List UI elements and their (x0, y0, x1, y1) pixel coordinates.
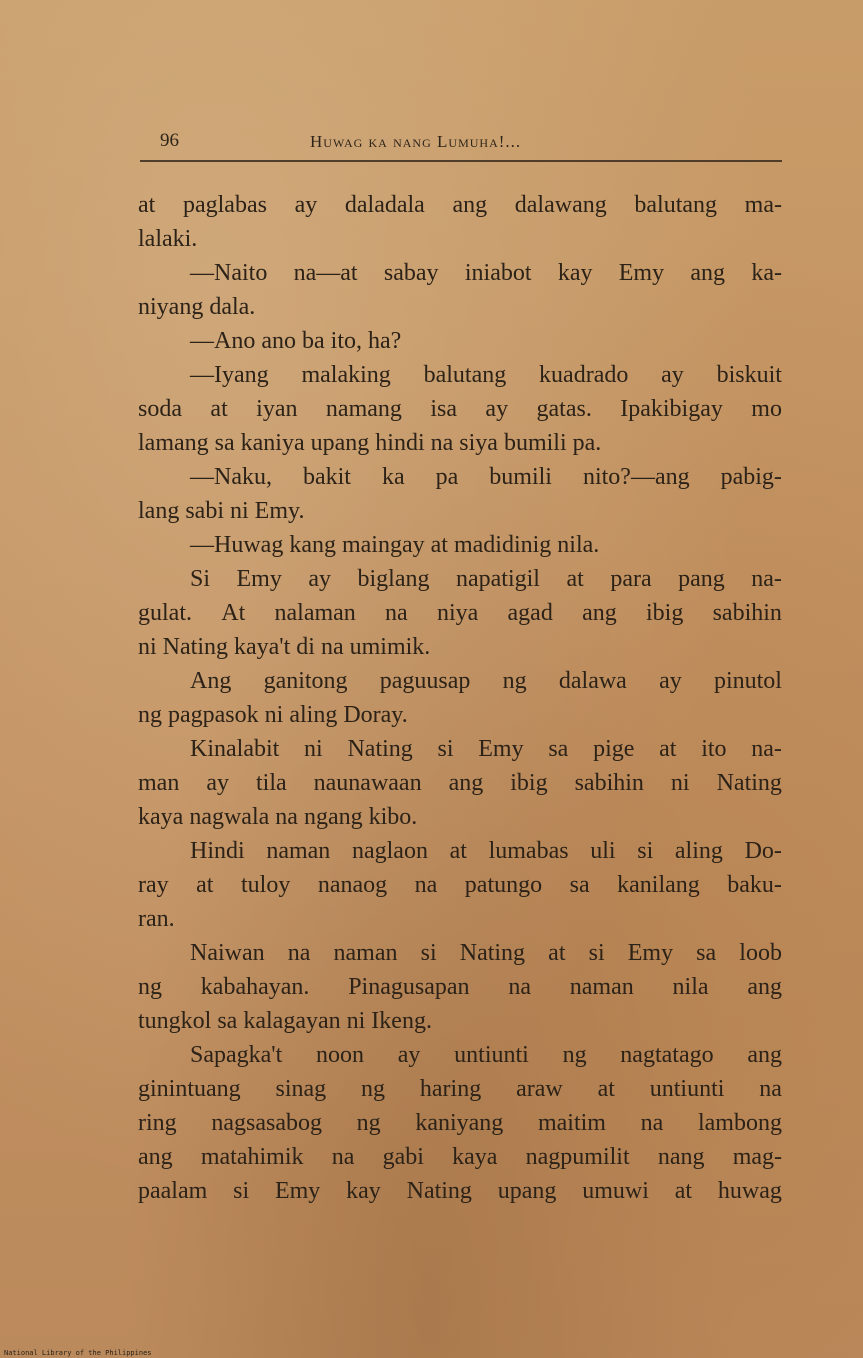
text-line (138, 290, 782, 324)
text-line (138, 698, 782, 732)
word: pang (678, 566, 725, 592)
word: madidinig (453, 532, 558, 558)
word: kay (557, 260, 593, 286)
word: sabihin (574, 770, 644, 796)
word: na- (751, 566, 782, 592)
word: nagwala (189, 804, 276, 830)
word: ang (582, 600, 617, 626)
word: ibig (646, 600, 684, 626)
word: at (674, 1178, 693, 1204)
word: Nating (406, 1178, 472, 1204)
word: kaniyang (415, 1110, 504, 1136)
word: para (610, 566, 652, 592)
word: pagpasok (168, 702, 265, 728)
word: ng (138, 702, 168, 728)
word: Nating (162, 634, 234, 660)
word: nang (657, 1144, 705, 1170)
word: ay (659, 668, 682, 694)
word: napatigil (456, 566, 540, 592)
word: untiunti (454, 1042, 529, 1068)
word: si (233, 1178, 250, 1204)
word: nalaman (274, 600, 356, 626)
word: haring (419, 1076, 482, 1102)
word: pa. (572, 430, 602, 456)
text-line (138, 970, 782, 1004)
word: balutang (423, 362, 507, 388)
word: bumili (489, 464, 552, 490)
text-line (138, 1106, 782, 1140)
text-line (138, 664, 782, 698)
word: umimik. (349, 634, 431, 660)
word: ng (356, 1110, 381, 1136)
word: malaking (301, 362, 391, 388)
word: aling (674, 838, 723, 864)
word: ha? (368, 328, 402, 354)
word: at (597, 1076, 615, 1102)
word: dala. (209, 294, 256, 320)
word: na (287, 940, 311, 966)
text-line (138, 222, 782, 256)
word: Ikeng. (371, 1008, 432, 1034)
word: at (659, 736, 677, 762)
word: ni (304, 736, 323, 762)
word: naglaon (351, 838, 428, 864)
word: kibo. (368, 804, 418, 830)
word: ay (308, 566, 331, 592)
word: at (548, 940, 566, 966)
word: sabay (383, 260, 439, 286)
page-header (160, 128, 780, 162)
word: si (588, 940, 605, 966)
word: lang (138, 498, 186, 524)
word: kaya (452, 1144, 498, 1170)
word: daladala (344, 192, 425, 218)
word: ang (452, 192, 488, 218)
word: man (138, 770, 180, 796)
word: lalaki. (138, 226, 198, 252)
word: dalawang (514, 192, 607, 218)
word: na (640, 1110, 664, 1136)
word: ay (206, 770, 229, 796)
word: ma- (744, 192, 782, 218)
word: lumabas (488, 838, 569, 864)
word: uli (590, 838, 616, 864)
word: pige (593, 736, 635, 762)
word: ay (661, 362, 684, 388)
word: niya (436, 600, 479, 626)
header-rule (140, 160, 782, 162)
word: ni (138, 634, 163, 660)
word: kanilang (617, 872, 700, 898)
word: nila (672, 974, 709, 1000)
word: baku- (727, 872, 782, 898)
word: pabig- (720, 464, 782, 490)
running-head: Huwag ka nang Lumuha!... (310, 132, 522, 151)
text-line (138, 528, 782, 562)
word: kabahayan. (200, 974, 310, 1000)
word: dalawa (558, 668, 627, 694)
word: na- (751, 736, 782, 762)
word: di (296, 634, 321, 660)
word: lamang (138, 430, 215, 456)
word: ba (302, 328, 331, 354)
word: umuwi (582, 1178, 649, 1204)
word: sa (696, 940, 717, 966)
word: ran. (138, 906, 175, 932)
word: ito (701, 736, 727, 762)
word: tungkol (138, 1008, 218, 1034)
word: Emy (627, 940, 674, 966)
word: ano (261, 328, 302, 354)
word: si (437, 736, 454, 762)
word: —Naito (190, 260, 268, 286)
word: Emy (236, 566, 282, 592)
word: sa (548, 736, 569, 762)
text-line (138, 256, 782, 290)
word: nila. (557, 532, 600, 558)
word: at (449, 838, 467, 864)
text-line (138, 1174, 782, 1208)
word: ray (138, 872, 169, 898)
word: gabi (382, 1144, 424, 1170)
word: nagsasabog (211, 1110, 322, 1136)
word: ay (485, 396, 509, 422)
word: namang (325, 396, 402, 422)
text-line (138, 596, 782, 630)
word: si (637, 838, 654, 864)
word: ngang (303, 804, 369, 830)
word: sa (217, 1008, 244, 1034)
word: siya (459, 430, 504, 456)
word: agad (507, 600, 553, 626)
word: kaya (138, 804, 190, 830)
word: ang (448, 770, 484, 796)
text-line (138, 494, 782, 528)
text-line (138, 868, 782, 902)
word: nagpumilit (525, 1144, 630, 1170)
word: Emy (274, 1178, 321, 1204)
word: Ang (190, 668, 232, 694)
word: ang (138, 1144, 173, 1170)
word: sinag (275, 1076, 327, 1102)
word: niyang (138, 294, 210, 320)
body-text (138, 188, 782, 1208)
word: at (430, 532, 454, 558)
word: na—at (293, 260, 358, 286)
word: Sapagka't (190, 1042, 283, 1068)
word: paalam (138, 1178, 208, 1204)
word: —Iyang (190, 362, 269, 388)
text-line (138, 460, 782, 494)
word: naman (569, 974, 634, 1000)
text-line (138, 1004, 782, 1038)
word: at (196, 872, 214, 898)
word: nanaog (317, 872, 388, 898)
word: mag- (732, 1144, 782, 1170)
word: ng (502, 668, 527, 694)
word: —Huwag (190, 532, 290, 558)
word: ng (562, 1042, 587, 1068)
word: nito?—ang (582, 464, 690, 490)
word: tuloy (240, 872, 291, 898)
text-line (138, 766, 782, 800)
word: —Naku, (190, 464, 272, 490)
word: ganitong (263, 668, 348, 694)
word: upang (310, 430, 376, 456)
word: biglang (357, 566, 430, 592)
word: naunawaan (313, 770, 422, 796)
word: kang (289, 532, 342, 558)
word: mo (751, 396, 782, 422)
word: sa (569, 872, 590, 898)
word: Emy. (254, 498, 305, 524)
word: iniabot (464, 260, 532, 286)
word: upang (497, 1178, 557, 1204)
word: ni (670, 770, 690, 796)
text-line (138, 1038, 782, 1072)
text-line (138, 630, 782, 664)
word: ang (747, 974, 782, 1000)
text-line (138, 834, 782, 868)
text-line (138, 1140, 782, 1174)
word: bumili (503, 430, 573, 456)
word: Kinalabit (190, 736, 280, 762)
word: —Ano (190, 328, 262, 354)
word: iyan (256, 396, 298, 422)
word: ng (138, 974, 162, 1000)
word: loob (739, 940, 782, 966)
word: kay (346, 1178, 381, 1204)
page-number: 96 (160, 130, 179, 151)
word: ka (381, 464, 405, 490)
word: maitim (537, 1110, 606, 1136)
text-line (138, 392, 782, 426)
word: ang (747, 1042, 782, 1068)
word: isa (430, 396, 457, 422)
word: ito, (330, 328, 368, 354)
word: ring (138, 1110, 177, 1136)
word: kalagayan (243, 1008, 347, 1034)
word: tila (255, 770, 287, 796)
text-line (138, 732, 782, 766)
text-line (138, 358, 782, 392)
text-line (138, 1072, 782, 1106)
word: Pinagusapan (348, 974, 470, 1000)
word: na (320, 634, 350, 660)
word: sabi (185, 498, 230, 524)
word: kaniya (240, 430, 311, 456)
word: naman (266, 838, 331, 864)
word: ay (294, 192, 318, 218)
word: na (759, 1076, 782, 1102)
word: araw (516, 1076, 563, 1102)
word: ka- (751, 260, 782, 286)
word: lambong (697, 1110, 782, 1136)
word: sa (214, 430, 241, 456)
word: Si (190, 566, 211, 592)
word: gatas. (536, 396, 592, 422)
word: na (414, 872, 438, 898)
text-line (138, 902, 782, 936)
word: noon (316, 1042, 365, 1068)
text-line (138, 324, 782, 358)
word: gulat. (138, 600, 192, 626)
word: Emy (478, 736, 524, 762)
word: ni (346, 1008, 372, 1034)
word: sabihin (712, 600, 782, 626)
word: ni (230, 498, 255, 524)
word: ibig (510, 770, 548, 796)
word: patungo (464, 872, 543, 898)
text-line (138, 800, 782, 834)
word: Naiwan (190, 940, 265, 966)
word: huwag (717, 1178, 782, 1204)
word: ng (361, 1076, 386, 1102)
word: matahimik (200, 1144, 304, 1170)
word: maingay (341, 532, 431, 558)
word: Nating (347, 736, 413, 762)
word: na (430, 430, 460, 456)
text-line (138, 562, 782, 596)
word: soda (138, 396, 182, 422)
word: si (420, 940, 437, 966)
word: balutang (634, 192, 718, 218)
word: Nating (716, 770, 782, 796)
word: At (221, 600, 246, 626)
text-line (138, 936, 782, 970)
word: at (566, 566, 584, 592)
word: Hindi (190, 838, 245, 864)
footer-credit: National Library of the Philippines (4, 1349, 152, 1357)
word: kuadrado (539, 362, 629, 388)
word: naman (333, 940, 398, 966)
word: na (385, 600, 408, 626)
word: kaya't (234, 634, 297, 660)
word: untiunti (649, 1076, 725, 1102)
word: paguusap (379, 668, 471, 694)
word: pa (435, 464, 459, 490)
word: at (210, 396, 228, 422)
word: na (508, 974, 531, 1000)
word: at (138, 192, 156, 218)
word: paglabas (182, 192, 267, 218)
word: na (331, 1144, 355, 1170)
word: ginintuang (138, 1076, 241, 1102)
word: bakit (302, 464, 351, 490)
word: nagtatago (620, 1042, 714, 1068)
word: Doray. (343, 702, 408, 728)
word: Ipakibigay (620, 396, 723, 422)
word: pinutol (713, 668, 782, 694)
word: Emy (618, 260, 665, 286)
word: ay (397, 1042, 421, 1068)
text-line (138, 188, 782, 222)
word: ni (264, 702, 290, 728)
word: Nating (459, 940, 526, 966)
word: aling (289, 702, 344, 728)
word: hindi (375, 430, 431, 456)
word: Do- (744, 838, 782, 864)
word: na (275, 804, 304, 830)
word: biskuit (716, 362, 782, 388)
word: ang (690, 260, 726, 286)
text-line (138, 426, 782, 460)
